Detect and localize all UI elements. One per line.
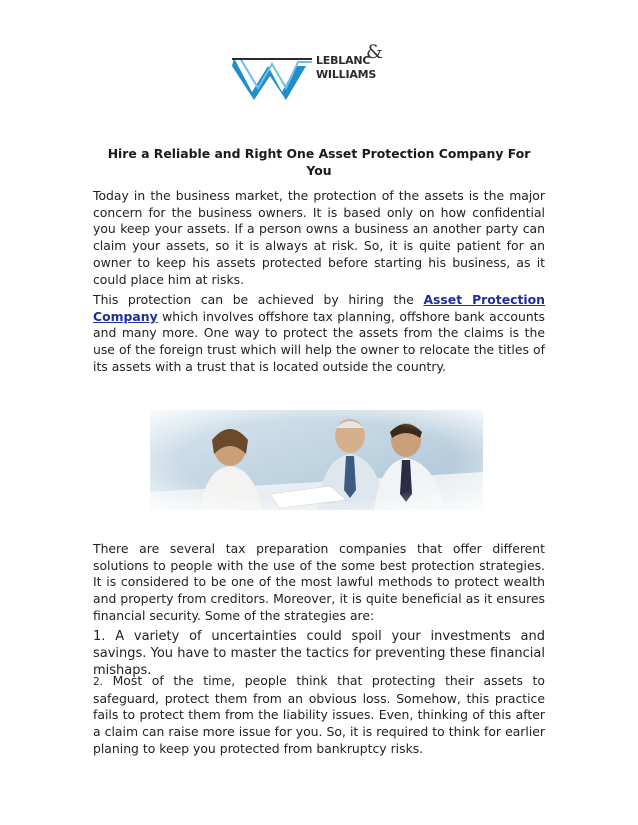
asset-protection-company-link[interactable]: Asset Protection Company bbox=[93, 292, 545, 324]
logo-line1: LEBLANC bbox=[316, 54, 371, 67]
paragraph-protection-rest: which involves offshore tax planning, offshore bank accounts and many more. One way to protect the assets from the claims is the use of the foreign trust which will help the owner to relocate the titles of its assets with a trust that is located outside the country. bbox=[93, 308, 545, 374]
logo-ampersand: & bbox=[366, 41, 383, 63]
paragraph-strategies: There are several tax preparation companies that offer different solutions to people with the use of the some best protection strategies. It is considered to be one of the most lawful methods to protect wealth and property from creditors. Moreover, it is quite beneficial as it ensures financial security. Some of the strategies are: bbox=[93, 541, 545, 623]
paragraph-protection bbox=[93, 292, 545, 376]
logo-line2: WILLIAMS bbox=[316, 68, 377, 81]
strategy-item-2-number: 2. bbox=[93, 676, 104, 688]
business-meeting-photo bbox=[150, 410, 483, 510]
paragraph-intro: Today in the business market, the protection of the assets is the major concern for the business owners. It is based only on how confidential you keep your assets. If a person owns a business an another party can claim your assets, so it is always at risk. So, it is quite patient for an owner to keep his assets protected before starting his business, as it could place him at risks. bbox=[93, 188, 545, 287]
strategy-item-2 bbox=[93, 673, 545, 758]
strategy-item-2-text: Most of the time, people think that protecting their assets to safeguard, protect them from an obvious loss. Somehow, this practice fails to protect them from the liability issues. Even, thinking of this after a claim can raise more issue for you. So, it is required to think for earlier planing to keep you protected from bankruptcy risks. bbox=[93, 673, 545, 756]
company-logo bbox=[232, 41, 392, 104]
paragraph-protection-lead: This protection can be achieved by hiring the bbox=[93, 292, 424, 307]
strategy-item-1: 1. A variety of uncertainties could spoil your investments and savings. You have to master the tactics for preventing these financial mishaps. bbox=[93, 629, 545, 678]
article-title: Hire a Reliable and Right One Asset Protection Company For You bbox=[107, 146, 531, 178]
